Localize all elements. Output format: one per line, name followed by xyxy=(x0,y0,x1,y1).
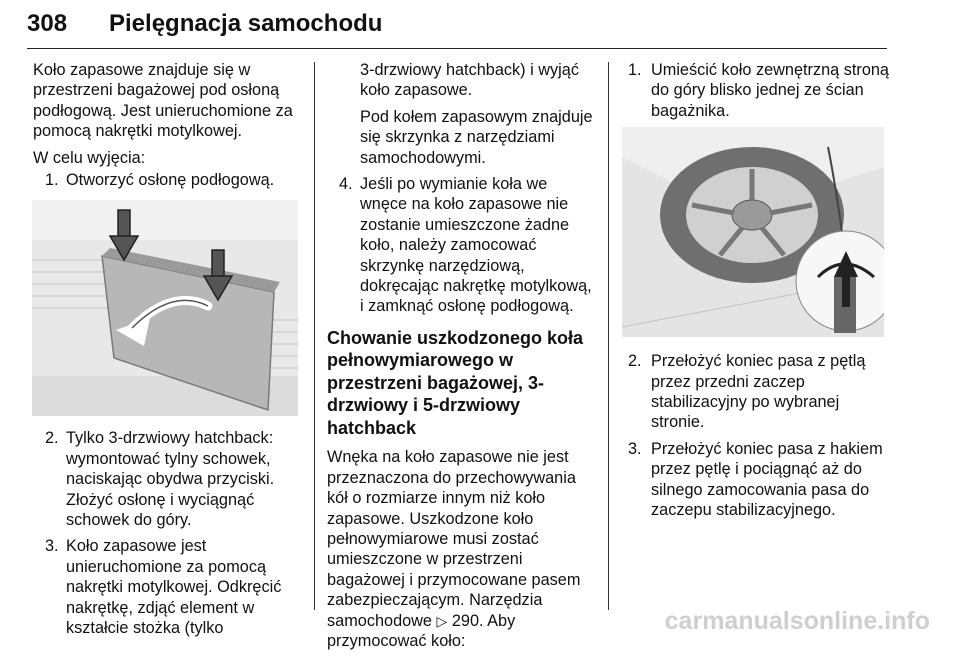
lead-text: W celu wyjęcia: xyxy=(33,148,146,167)
section-heading: Chowanie uszkodzonego koła pełnowymiarowego w przestrzeni bagażowej, 3-drzwiowy i 5-drzwiowy hatchback xyxy=(327,327,584,438)
step-item xyxy=(623,439,893,521)
floor-cover-illustration xyxy=(32,200,301,416)
column-divider xyxy=(608,62,609,610)
page-header xyxy=(27,4,887,49)
step-text: Otworzyć osłonę podłogową. xyxy=(66,171,275,190)
step-number: 2. xyxy=(45,429,59,448)
section-title: Pielęgnacja samochodu xyxy=(109,10,383,37)
step-text: Przełożyć koniec pasa z pętlą przez przedni zaczep stabilizacyjny po wybranej stronie. xyxy=(651,352,866,432)
intro-paragraph: Koło zapasowe znajduje się w przestrzeni bagażowej pod osłoną podłogową. Jest unieruchomione za pomocą nakrętki motylkowej. xyxy=(33,61,293,141)
step-item xyxy=(327,174,597,317)
step-text: Koło zapasowe jest unieruchomione za pomocą nakrętki motylkowej. Odkręcić nakrętkę, zdjąć element w kształcie stożka (tylko xyxy=(66,537,282,638)
reference-page[interactable]: 290 xyxy=(451,611,480,630)
step-item xyxy=(623,60,893,121)
step-text: Umieścić koło zewnętrzną stroną do góry blisko jednej ze ścian bagażnika. xyxy=(651,61,889,120)
column-1 xyxy=(33,60,301,645)
step-item xyxy=(33,170,301,190)
step-number: 1. xyxy=(628,61,642,79)
step-text: Tylko 3-drzwiowy hatchback: wymontować tylny schowek, naciskając obydwa przyciski. Złożyć osłonę i wyciągnąć schowek do góry. xyxy=(66,429,275,530)
step-number: 4. xyxy=(339,175,353,194)
body-text-end: . Aby przymocować koło: xyxy=(327,611,516,651)
step-item xyxy=(33,536,301,638)
step-continuation: 3-drzwiowy hatchback) i wyjąć koło zapasowe. xyxy=(360,61,579,100)
step-item xyxy=(33,428,301,530)
note-text: Pod kołem zapasowym znajduje się skrzynka z narzędziami samochodowymi. xyxy=(360,107,593,167)
step-text: Jeśli po wymianie koła we wnęce na koło zapasowe nie zostanie umieszczone żadne koło, należy zamocować skrzynkę narzędziową, dokręcając nakrętkę motylkową, i zamknąć osłonę podłogową. xyxy=(360,175,592,316)
step-number: 1. xyxy=(45,171,59,190)
step-item xyxy=(623,351,893,433)
page-reference-arrow-icon: ▷ xyxy=(436,612,448,629)
step-number: 2. xyxy=(628,352,642,371)
step-text: Przełożyć koniec pasa z hakiem przez pętlę i pociągnąć aż do silnego zamocowania pasa do zaczepu stabilizacyjnego. xyxy=(651,439,883,520)
watermark: carmanualsonline.info xyxy=(664,607,930,635)
body-paragraph xyxy=(327,447,597,651)
step-number: 3. xyxy=(45,537,59,556)
step-number: 3. xyxy=(628,439,642,458)
column-2 xyxy=(327,60,597,657)
column-3 xyxy=(623,60,893,526)
column-divider xyxy=(314,62,315,610)
page-number: 308 xyxy=(27,10,68,37)
wheel-strap-illustration xyxy=(622,127,893,337)
body-text: Wnęka na koło zapasowe nie jest przeznaczona do przechowywania kół o rozmiarze innym niż koło zapasowe. Uszkodzone koło pełnowymiarowe musi zostać umieszczone w przestrzeni bagażowej i przymocowane pasem zabezpieczającym. Narzędzia samochodowe xyxy=(327,448,581,630)
